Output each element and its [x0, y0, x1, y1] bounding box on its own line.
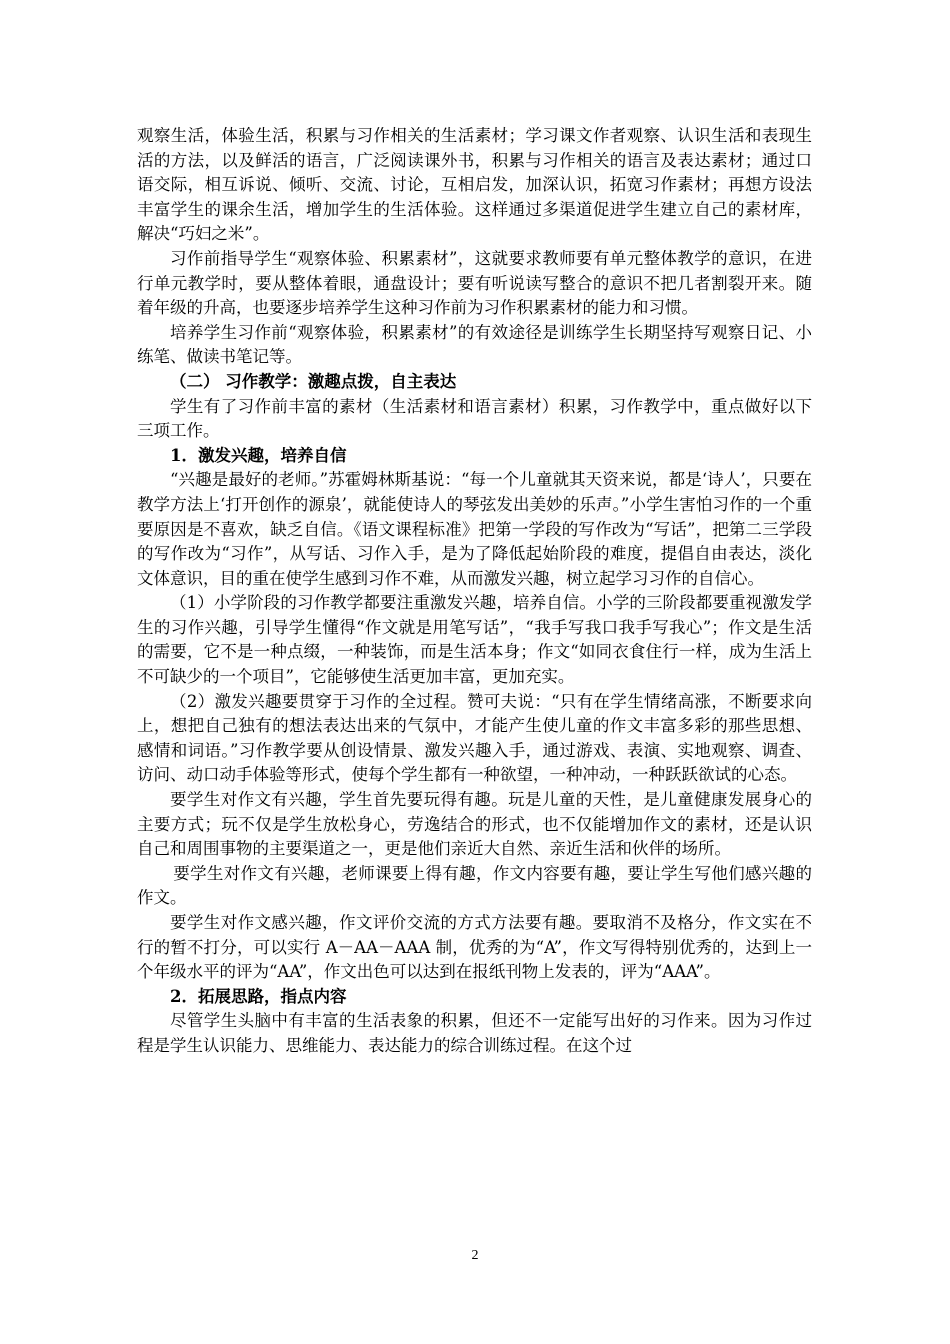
paragraph: 尽管学生头脑中有丰富的生活表象的积累，但还不一定能写出好的习作来。因为习作过程是学生认识能力、思维能力、表达能力的综合训练过程。在这个过 — [137, 1011, 812, 1055]
section-heading: （二） 习作教学：激趣点拨，自主表达 — [170, 371, 457, 391]
paragraph: “兴趣是最好的老师。”苏霍姆林斯基说：“每一个儿童就其天资来说，都是‘诗人’，只要在教学方法上‘打开创作的源泉’，就能使诗人的琴弦发出美妙的乐声。”小学生害怕习作的一个重要原因是不喜欢，缺乏自信。《语文课程标准》把第一学段的写作改为“写话”，把第二三学段的写作改为“习作”，从写话、习作入手，是为了降低起始阶段的难度，提倡自由表达，淡化文体意识，目的重在使学生感到习作不难，从而激发兴趣，树立起学习习作的自信心。 — [137, 470, 812, 588]
paragraph: 培养学生习作前“观察体验，积累素材”的有效途径是训练学生长期坚持写观察日记、小练笔、做读书笔记等。 — [137, 322, 812, 367]
paragraph: 学生有了习作前丰富的素材（生活素材和语言素材）积累，习作教学中，重点做好以下三项工作。 — [137, 396, 812, 441]
paragraph: （2）激发兴趣要贯穿于习作的全过程。赞可夫说：“只有在学生情绪高涨，不断要求向上，想把自己独有的想法表达出来的气氛中，才能产生使儿童的作文丰富多彩的那些思想、感情和词语。”习作教学要从创设情景、激发兴趣入手，通过游戏、表演、实地观察、调查、访问、动口动手体验等形式，使每个学生都有一种欲望，一种冲动，一种跃跃欲试的心态。 — [137, 691, 812, 785]
paragraph-continuation: 观察生活，体验生活，积累与习作相关的生活素材；学习课文作者观察、认识生活和表现生活的方法，以及鲜活的语言，广泛阅读课外书，积累与习作相关的语言及表达素材；通过口语交际，相互诉说、倾听、交流、讨论，互相启发，加深认识，拓宽习作素材；再想方设法丰富学生的课余生活，增加学生的生活体验。这样通过多渠道促进学生建立自己的素材库，解决“巧妇之米”。 — [137, 126, 812, 244]
document-body — [137, 124, 812, 1059]
paragraph: 要学生对作文有兴趣，学生首先要玩得有趣。玩是儿童的天性，是儿童健康发展身心的主要方式；玩不仅是学生放松身心，劳逸结合的形式，也不仅能增加作文的素材，还是认识自己和周围事物的主要渠道之一，更是他们亲近大自然、亲近生活和伙伴的场所。 — [137, 790, 812, 859]
subsection-heading: 1．激发兴趣，培养自信 — [170, 445, 347, 465]
paragraph: 要学生对作文感兴趣，作文评价交流的方式方法要有趣。要取消不及格分，作文实在不行的暂不打分，可以实行 A－AA－AAA 制，优秀的为“A”，作文写得特别优秀的，达到上一个年级水平的评为“AA”，作文出色可以达到在报纸刊物上发表的，评为“AAA”。 — [137, 913, 812, 982]
paragraph: （1）小学阶段的习作教学都要注重激发兴趣，培养自信。小学的三阶段都要重视激发学生的习作兴趣，引导学生懂得“作文就是用笔写话”，“我手写我口我手写我心”；作文是生活的需要，它不是一种点缀，一种装饰，而是生活本身；作文“如同衣食住行一样，成为生活上不可缺少的一个项目”，它能够使生活更加丰富，更加充实。 — [137, 593, 812, 687]
paragraph: 要学生对作文有兴趣，老师课要上得有趣，作文内容要有趣，要让学生写他们感兴趣的作文。 — [137, 863, 812, 908]
paragraph: 习作前指导学生“观察体验、积累素材”，这就要求教师要有单元整体教学的意识，在进行单元教学时，要从整体着眼，通盘设计；要有听说读写整合的意识不把几者割裂开来。随着年级的升高，也要逐步培养学生这种习作前为习作积累素材的能力和习惯。 — [137, 248, 812, 318]
subsection-heading: 2．拓展思路，指点内容 — [170, 986, 347, 1006]
page-number: 2 — [471, 1248, 479, 1263]
